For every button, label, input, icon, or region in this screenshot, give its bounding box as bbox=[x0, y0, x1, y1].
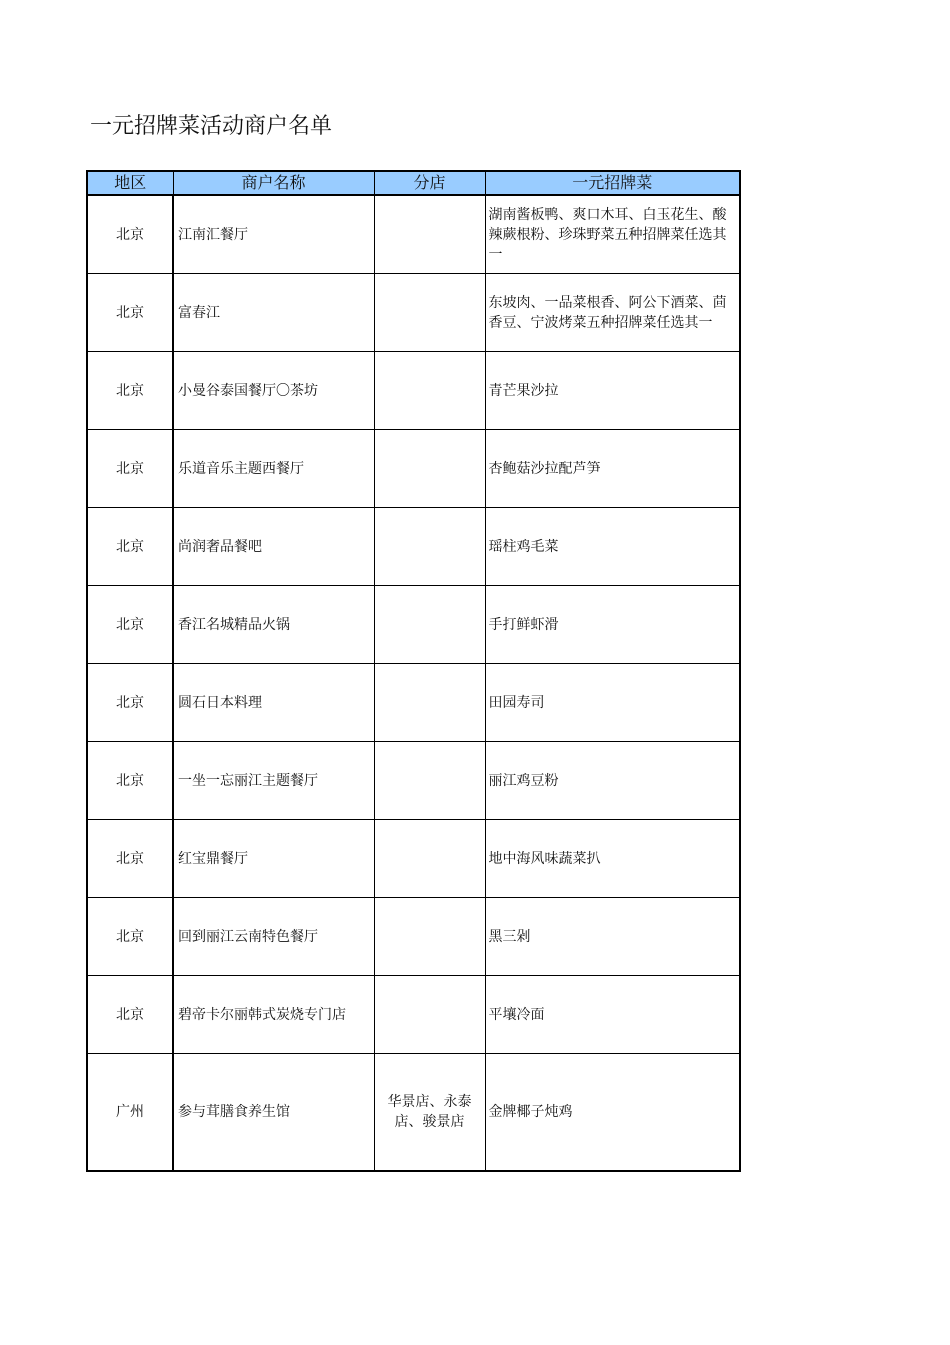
branch-cell bbox=[374, 976, 485, 1054]
branch-cell bbox=[374, 898, 485, 976]
header-region: 地区 bbox=[87, 171, 173, 195]
merchant-table bbox=[86, 170, 741, 1172]
merchant-name-cell: 富春江 bbox=[173, 274, 374, 352]
region-cell: 北京 bbox=[87, 430, 173, 508]
branch-cell bbox=[374, 820, 485, 898]
merchant-name-cell: 回到丽江云南特色餐厅 bbox=[173, 898, 374, 976]
table-row bbox=[87, 898, 740, 976]
region-cell: 北京 bbox=[87, 898, 173, 976]
region-cell: 广州 bbox=[87, 1054, 173, 1172]
branch-cell bbox=[374, 274, 485, 352]
dish-cell: 金牌椰子炖鸡 bbox=[485, 1054, 740, 1172]
region-cell: 北京 bbox=[87, 976, 173, 1054]
header-merchant-name: 商户名称 bbox=[173, 171, 374, 195]
merchant-name-cell: 乐道音乐主题西餐厅 bbox=[173, 430, 374, 508]
branch-cell bbox=[374, 664, 485, 742]
merchant-name-cell: 圆石日本料理 bbox=[173, 664, 374, 742]
table-row bbox=[87, 430, 740, 508]
merchant-name-cell: 碧帝卡尔丽韩式炭烧专门店 bbox=[173, 976, 374, 1054]
region-cell: 北京 bbox=[87, 742, 173, 820]
header-signature-dish: 一元招牌菜 bbox=[485, 171, 740, 195]
merchant-name-cell: 小曼谷泰国餐厅〇茶坊 bbox=[173, 352, 374, 430]
merchant-name-cell: 参与茸膳食养生馆 bbox=[173, 1054, 374, 1172]
region-cell: 北京 bbox=[87, 586, 173, 664]
region-cell: 北京 bbox=[87, 195, 173, 274]
table-row bbox=[87, 820, 740, 898]
dish-cell: 地中海风味蔬菜扒 bbox=[485, 820, 740, 898]
region-cell: 北京 bbox=[87, 820, 173, 898]
table-row bbox=[87, 195, 740, 274]
dish-cell: 田园寿司 bbox=[485, 664, 740, 742]
region-cell: 北京 bbox=[87, 274, 173, 352]
merchant-name-cell: 江南汇餐厅 bbox=[173, 195, 374, 274]
merchant-name-cell: 一坐一忘丽江主题餐厅 bbox=[173, 742, 374, 820]
dish-cell: 东坡肉、一品菜根香、阿公下酒菜、茴香豆、宁波烤菜五种招牌菜任选其一 bbox=[485, 274, 740, 352]
table-row bbox=[87, 1054, 740, 1172]
table-row bbox=[87, 274, 740, 352]
table-row bbox=[87, 586, 740, 664]
merchant-name-cell: 香江名城精品火锅 bbox=[173, 586, 374, 664]
dish-cell: 黑三剁 bbox=[485, 898, 740, 976]
dish-cell: 瑶柱鸡毛菜 bbox=[485, 508, 740, 586]
region-cell: 北京 bbox=[87, 508, 173, 586]
table-row bbox=[87, 508, 740, 586]
dish-cell: 湖南酱板鸭、爽口木耳、白玉花生、酸辣蕨根粉、珍珠野菜五种招牌菜任选其一 bbox=[485, 195, 740, 274]
merchant-name-cell: 尚润奢品餐吧 bbox=[173, 508, 374, 586]
table-row bbox=[87, 352, 740, 430]
branch-cell bbox=[374, 352, 485, 430]
region-cell: 北京 bbox=[87, 664, 173, 742]
branch-cell: 华景店、永泰店、骏景店 bbox=[374, 1054, 485, 1172]
dish-cell: 杏鲍菇沙拉配芦笋 bbox=[485, 430, 740, 508]
branch-cell bbox=[374, 430, 485, 508]
branch-cell bbox=[374, 742, 485, 820]
page-title: 一元招牌菜活动商户名单 bbox=[90, 114, 333, 139]
dish-cell: 青芒果沙拉 bbox=[485, 352, 740, 430]
merchant-name-cell: 红宝鼎餐厅 bbox=[173, 820, 374, 898]
table-row bbox=[87, 664, 740, 742]
table-row bbox=[87, 742, 740, 820]
header-branch: 分店 bbox=[374, 171, 485, 195]
branch-cell bbox=[374, 586, 485, 664]
dish-cell: 平壤冷面 bbox=[485, 976, 740, 1054]
table-header-row bbox=[87, 171, 740, 195]
dish-cell: 手打鲜虾滑 bbox=[485, 586, 740, 664]
region-cell: 北京 bbox=[87, 352, 173, 430]
branch-cell bbox=[374, 195, 485, 274]
dish-cell: 丽江鸡豆粉 bbox=[485, 742, 740, 820]
branch-cell bbox=[374, 508, 485, 586]
table-row bbox=[87, 976, 740, 1054]
